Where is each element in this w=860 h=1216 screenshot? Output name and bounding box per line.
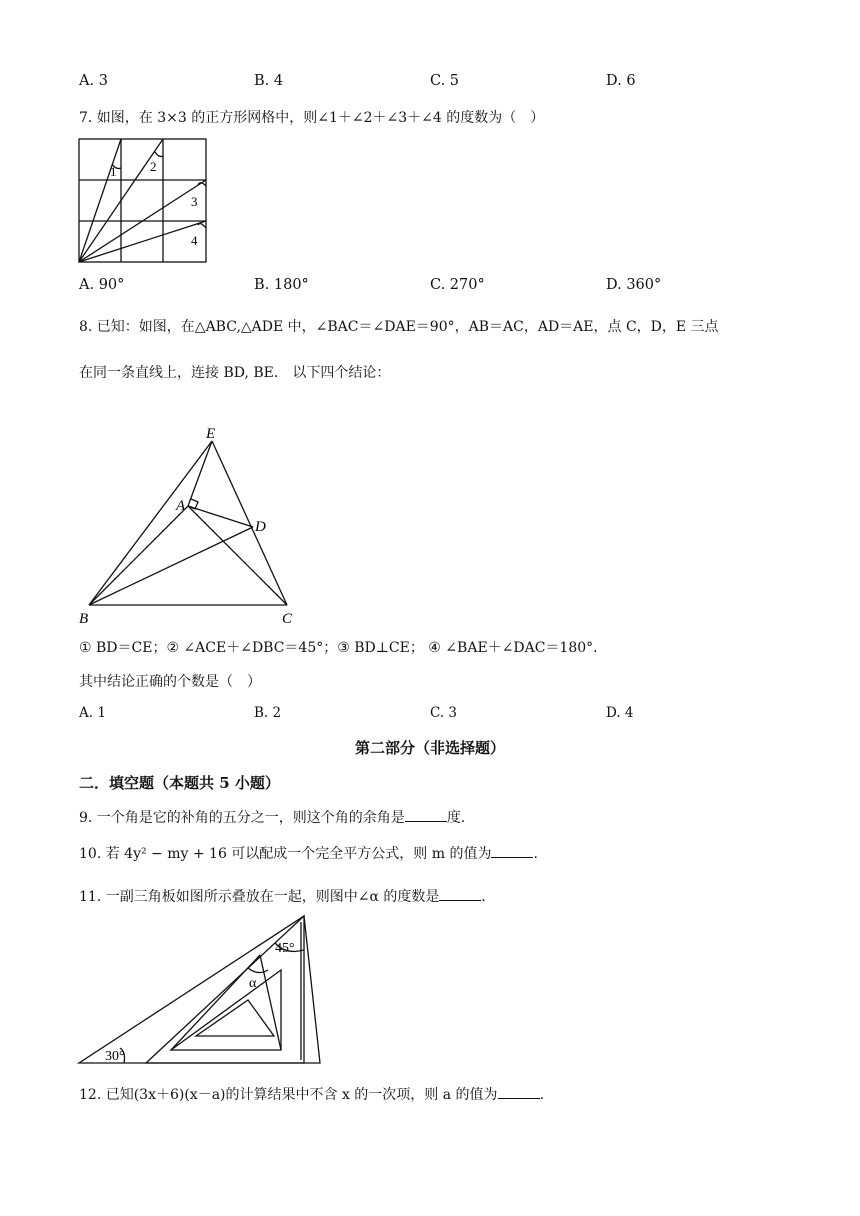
q11-label-30: 30° xyxy=(105,1049,125,1064)
q11-question xyxy=(79,886,486,906)
q12-text: 12. 已知(3x＋6)(x－a)的计算结果中不含 x 的一次项，则 a 的值为 xyxy=(79,1087,498,1103)
q8-question-line2: 在同一条直线上，连接 BD, BE． 以下四个结论： xyxy=(79,365,391,381)
q7-angle-label-3: 3 xyxy=(191,194,198,209)
q6-option-b: B. 4 xyxy=(254,73,284,89)
q11-answer-blank xyxy=(439,888,481,901)
q8-question-line1: 8. 已知：如图，在△ABC,△ADE 中，∠BAC＝∠DAE＝90°，AB＝AC，AD＝AE，点 C，D，E 三点 xyxy=(79,319,719,335)
q7-grid-figure xyxy=(76,136,210,266)
q7-option-b: B. 180° xyxy=(254,277,309,293)
q7-question: 7. 如图，在 3×3 的正方形网格中，则∠1＋∠2＋∠3＋∠4 的度数为（ ） xyxy=(79,110,545,126)
q12-question xyxy=(79,1084,544,1104)
q9-text: 9. 一个角是它的补角的五分之一，则这个角的余角是 xyxy=(79,810,405,826)
part2-title: 第二部分（非选择题） xyxy=(354,739,505,757)
q9-question xyxy=(79,807,465,827)
q8-option-a: A. 1 xyxy=(79,705,106,721)
q6-option-c: C. 5 xyxy=(430,73,460,89)
q7-option-a: A. 90° xyxy=(79,277,125,293)
q7-angle-label-4: 4 xyxy=(191,233,198,248)
q8-option-d: D. 4 xyxy=(606,705,634,721)
q8-label-d: D xyxy=(255,519,266,535)
q10-text: 10. 若 4y² − my + 16 可以配成一个完全平方公式，则 m 的值为 xyxy=(79,846,492,862)
q7-option-d: D. 360° xyxy=(606,277,662,293)
q7-option-c: C. 270° xyxy=(430,277,485,293)
q11-label-45: 45° xyxy=(275,941,295,956)
q12-answer-blank xyxy=(498,1086,540,1099)
q8-label-b: B xyxy=(79,611,89,627)
q9-tail: 度. xyxy=(446,810,466,826)
q12-tail: . xyxy=(539,1087,545,1103)
q10-answer-blank xyxy=(491,845,533,858)
q8-prompt: 其中结论正确的个数是（ ） xyxy=(79,674,261,690)
q7-angle-label-1: 1 xyxy=(110,164,117,179)
section2-title: 二．填空题（本题共 5 小题） xyxy=(79,774,280,792)
q10-question xyxy=(79,843,538,863)
q8-conclusions: ① BD＝CE；② ∠ACE＋∠DBC＝45°；③ BD⊥CE； ④ ∠BAE＋∠DAC＝180°． xyxy=(79,640,608,656)
q8-label-c: C xyxy=(282,611,293,627)
q8-triangle-figure xyxy=(74,420,314,630)
q9-answer-blank xyxy=(405,809,447,822)
q10-tail: . xyxy=(533,846,538,862)
q11-label-alpha: α xyxy=(249,976,257,991)
q8-label-e: E xyxy=(206,426,216,442)
q7-angle-label-2: 2 xyxy=(150,159,157,174)
q11-set-squares-figure xyxy=(76,910,326,1068)
q8-label-a: A xyxy=(176,498,186,514)
q11-text: 11. 一副三角板如图所示叠放在一起，则图中∠α 的度数是 xyxy=(79,889,440,905)
q6-option-a: A. 3 xyxy=(79,73,108,89)
q11-tail: . xyxy=(481,889,486,905)
q6-option-d: D. 6 xyxy=(606,73,636,89)
q8-option-c: C. 3 xyxy=(430,705,458,721)
q8-option-b: B. 2 xyxy=(254,705,282,721)
